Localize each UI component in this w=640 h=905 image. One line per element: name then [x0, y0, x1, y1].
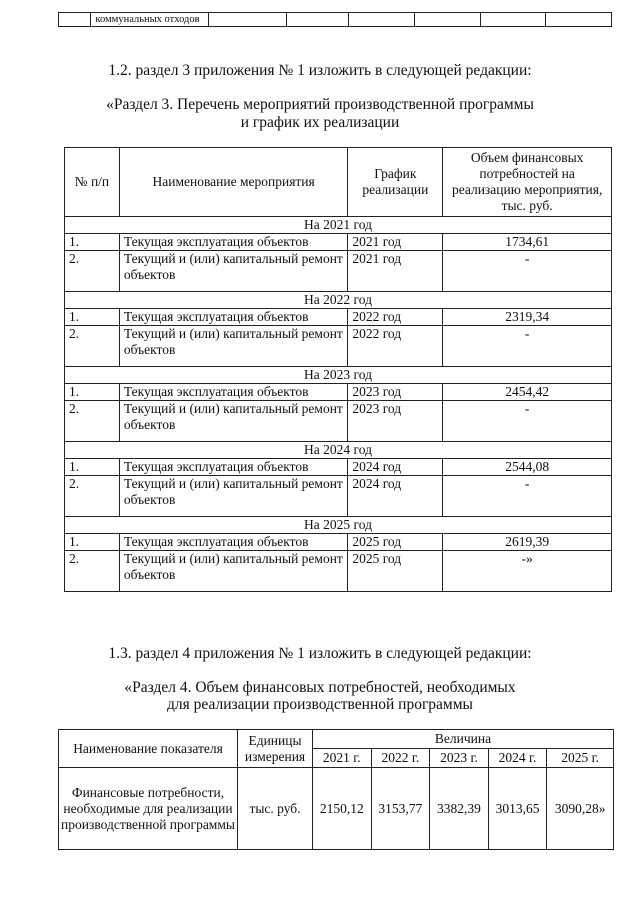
measure-schedule: 2021 год	[348, 234, 443, 251]
measure-amount: -	[443, 251, 612, 292]
measure-amount: -	[443, 401, 612, 442]
table-cell	[415, 13, 481, 27]
year-group-row	[65, 442, 612, 459]
measure-schedule: 2021 год	[348, 251, 443, 292]
measure-name: Текущий и (или) капитальный ремонт объектов	[119, 326, 347, 367]
measure-name: Текущий и (или) капитальный ремонт объектов	[119, 251, 347, 292]
table-row	[65, 551, 612, 592]
table-cell	[349, 13, 415, 27]
header-units: Единицы измерения	[238, 730, 313, 768]
measure-amount: -	[443, 476, 612, 517]
table-row	[65, 384, 612, 401]
row-number: 2.	[65, 551, 120, 592]
table-cell	[286, 13, 349, 27]
row-number: 1.	[65, 384, 120, 401]
measure-amount: 2544,08	[443, 459, 612, 476]
header-number: № п/п	[65, 148, 120, 217]
table-row	[65, 459, 612, 476]
measure-schedule: 2022 год	[348, 326, 443, 367]
header-indicator: Наименование показателя	[59, 730, 238, 768]
table-row	[65, 476, 612, 517]
section3-title-line2: и график их реализации	[240, 114, 400, 131]
row-number: 1.	[65, 309, 120, 326]
section4-table	[58, 729, 614, 850]
header-value: Величина	[313, 730, 614, 749]
table-row	[65, 234, 612, 251]
table-row	[65, 326, 612, 367]
row-number: 2.	[65, 326, 120, 367]
measure-name: Текущая эксплуатация объектов	[119, 534, 347, 551]
measure-name: Текущая эксплуатация объектов	[119, 459, 347, 476]
measure-schedule: 2023 год	[348, 384, 443, 401]
section3-table	[64, 147, 612, 592]
measure-name: Текущий и (или) капитальный ремонт объектов	[119, 551, 347, 592]
value-cell: 3382,39	[430, 768, 489, 850]
measure-name: Текущий и (или) капитальный ремонт объектов	[119, 476, 347, 517]
row-number: 2.	[65, 251, 120, 292]
year-label: На 2022 год	[65, 292, 612, 309]
section4-title-line2: для реализации производственной программы	[167, 696, 473, 713]
measure-amount: -»	[443, 551, 612, 592]
header-schedule: График реализации	[348, 148, 443, 217]
measure-amount: 1734,61	[443, 234, 612, 251]
header-amount: Объем финансовых потребностей на реализацию мероприятия, тыс. руб.	[443, 148, 612, 217]
row-number: 1.	[65, 459, 120, 476]
measure-name: Текущая эксплуатация объектов	[119, 309, 347, 326]
year-group-row	[65, 217, 612, 234]
header-year: 2022 г.	[371, 749, 430, 768]
year-label: На 2023 год	[65, 367, 612, 384]
row-number: 2.	[65, 401, 120, 442]
year-group-row	[65, 292, 612, 309]
table-row	[65, 534, 612, 551]
table-cell: коммунальных отходов	[91, 13, 209, 27]
measure-amount: -	[443, 326, 612, 367]
paragraph-1-2: 1.2. раздел 3 приложения № 1 изложить в следующей редакции:	[108, 62, 532, 79]
measure-schedule: 2025 год	[348, 534, 443, 551]
row-number: 1.	[65, 234, 120, 251]
year-label: На 2021 год	[65, 217, 612, 234]
measure-schedule: 2024 год	[348, 476, 443, 517]
measure-amount: 2319,34	[443, 309, 612, 326]
year-group-row	[65, 517, 612, 534]
measure-schedule: 2022 год	[348, 309, 443, 326]
year-label: На 2025 год	[65, 517, 612, 534]
measure-schedule: 2023 год	[348, 401, 443, 442]
header-year: 2024 г.	[488, 749, 547, 768]
indicator-unit: тыс. руб.	[238, 768, 313, 850]
measure-amount: 2619,39	[443, 534, 612, 551]
header-year: 2023 г.	[430, 749, 489, 768]
header-year: 2025 г.	[547, 749, 614, 768]
value-cell: 3090,28»	[547, 768, 614, 850]
header-year: 2021 г.	[313, 749, 372, 768]
table-cell	[480, 13, 546, 27]
table-row	[65, 401, 612, 442]
table-row	[65, 251, 612, 292]
measure-schedule: 2025 год	[348, 551, 443, 592]
measure-name: Текущая эксплуатация объектов	[119, 234, 347, 251]
year-group-row	[65, 367, 612, 384]
value-cell: 3013,65	[488, 768, 547, 850]
value-cell: 2150,12	[313, 768, 372, 850]
header-name: Наименование мероприятия	[119, 148, 347, 217]
table-cell	[59, 13, 91, 27]
measure-name: Текущая эксплуатация объектов	[119, 384, 347, 401]
measure-name: Текущий и (или) капитальный ремонт объектов	[119, 401, 347, 442]
measure-schedule: 2024 год	[348, 459, 443, 476]
section4-title-line1: «Раздел 4. Объем финансовых потребностей, необходимых	[124, 679, 516, 696]
section3-title-line1: «Раздел 3. Перечень мероприятий производственной программы	[106, 96, 534, 113]
previous-table-fragment	[58, 12, 612, 27]
value-cell: 3153,77	[371, 768, 430, 850]
row-number: 1.	[65, 534, 120, 551]
table-cell	[209, 13, 286, 27]
table-row	[65, 309, 612, 326]
indicator-name: Финансовые потребности, необходимые для реализации производственной программы	[59, 768, 238, 850]
year-label: На 2024 год	[65, 442, 612, 459]
row-number: 2.	[65, 476, 120, 517]
measure-amount: 2454,42	[443, 384, 612, 401]
table-cell	[546, 13, 612, 27]
paragraph-1-3: 1.3. раздел 4 приложения № 1 изложить в следующей редакции:	[108, 645, 532, 662]
